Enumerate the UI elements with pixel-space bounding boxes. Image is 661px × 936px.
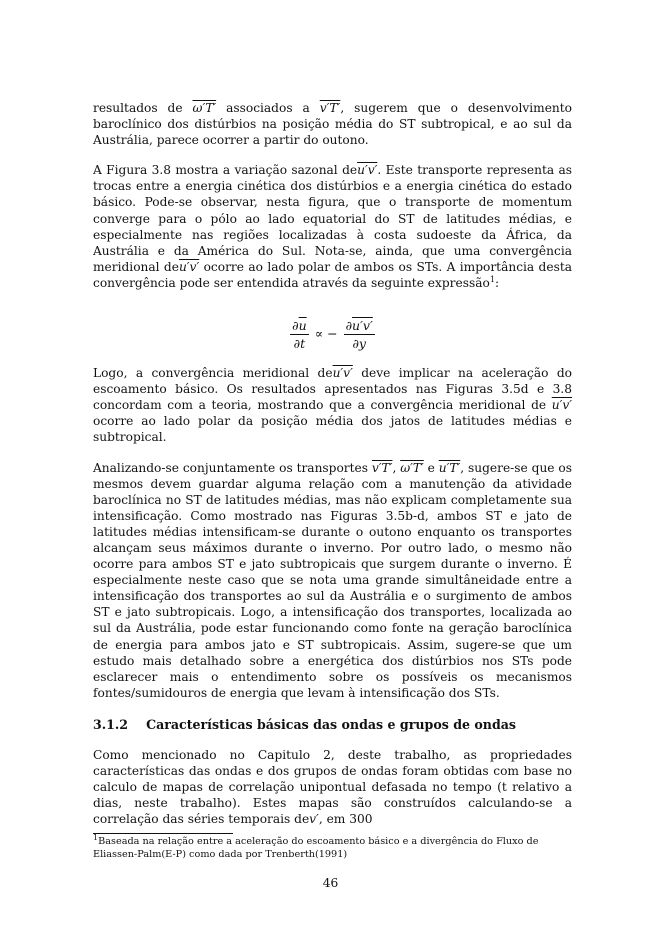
paragraph-1: resultados de ω′T′ associados a v′T′, sugerem que o desenvolvimento baroclínico dos distúrbios na posição média do ST subtropical, e ao sul da Austrália, parece ocorrer a partir do outono. [93, 101, 572, 148]
equation-lhs [290, 318, 309, 351]
math-omega-t: ω′T′ [192, 101, 217, 115]
page-body [93, 100, 572, 861]
section-title: Características básicas das ondas e grupos de ondas [146, 716, 517, 732]
math-u-t: u′T′ [438, 460, 461, 475]
equation-minus: − [327, 326, 338, 341]
math-v-t: v′T′ [371, 460, 393, 475]
footnote-rule [93, 833, 233, 834]
paragraph-2: A Figura 3.8 mostra a variação sazonal deu′v′. Este transporte representa as trocas entre a energia cinética dos distúrbios e a energia cinética do estado básico. Pode-se observar, nesta figura, que o transporte de momentum converge para o pólo ao lado equatorial do ST de latitudes médias, e especialmente nas regiões localizadas à costa sudoeste da África, da Austrália e da América do Sul. Nota-se, ainda, que uma convergência meridional deu′v′ ocorre ao lado polar de ambos os STs. A importância desta convergência pode ser entendida através da seguinte expressão$^1$: [93, 163, 572, 290]
equation-rhs-denominator: ∂y [352, 336, 366, 351]
footnote-mark: 1 [93, 833, 99, 843]
page-number: 46 [322, 876, 339, 890]
section-heading [93, 717, 572, 733]
equation-rhs [344, 318, 375, 351]
equation-lhs-denominator: ∂t [293, 336, 306, 351]
math-u-v: u′v′ [357, 163, 378, 178]
math-v-t: v′T′ [319, 101, 341, 115]
paragraph-5: Como mencionado no Capitulo 2, deste trabalho, as propriedades características das ondas e dos grupos de ondas foram obtidas com base no calculo de mapas de correlação unipontual defasada no tempo (t relativo a dias, neste trabalho). Estes mapas são construídos calculando-se a correlação das séries temporais dev′, em 300 [93, 747, 572, 827]
paragraph-3: Logo, a convergência meridional deu′v′ deve implicar na aceleração do escoamento básico. Os resultados apresentados nas Figuras 3.5d e 3.8 concordam com a teoria, mostrando que a convergência meridional de u′v′ ocorre ao lado polar da posição média dos jatos de latitudes médias e subtropical. [93, 366, 572, 445]
math-u-v: u′v′ [332, 366, 353, 381]
math-u-v: u′v′ [178, 259, 200, 274]
equation-relation: ∝ [314, 326, 324, 341]
paragraph-4: Analizando-se conjuntamente os transportes v′T′, ω′T′ e u′T′, sugere-se que os mesmos devem guardar alguma relação com a manutenção da atividade baroclínica no ST de latitudes médias, mas não explicam completamente sua intensificação. Como mostrado nas Figuras 3.5b-d, ambos ST e jato de latitudes médias intensificam-se durante o outono enquanto os transportes alcançam seus máximos durante o inverno. Por outro lado, o mesmo não ocorre para ambos ST e jato subtropicais que surgem durante o inverno. É especialmente neste caso que se nota uma grande simultâneidade entre a intensificação dos transportes ao sul da Austrália e o surgimento de ambos ST e jato subtropicais. Logo, a intensificação dos transportes, localizada ao sul da Austrália, pode estar funcionando como fonte na geração baroclínica de energia para ambos jato e ST subtropicais. Assim, sugere-se que um estudo mais detalhado sobre a energética dos distúrbios nos STs pode esclarecer mais o entendimento sobre os possíveis os mecanismos fontes/sumidouros de energia que levam à intensificação dos STs. [93, 460, 572, 700]
equation-rhs-numerator: ∂u′v′ [345, 318, 373, 333]
equation [93, 318, 572, 358]
math-omega-t: ω′T′ [400, 460, 424, 475]
math-v-prime: v′ [309, 812, 319, 827]
footnote-marker: 1 [489, 274, 495, 284]
equation-lhs-numerator: $\partial\overline{u}$ [292, 318, 307, 333]
math-u-v: u′v′ [551, 398, 572, 413]
footnote: $^1$Baseada na relação entre a aceleração do escoamento básico e a divergência do Fluxo de Eliassen-Palm(E-P) como dada por Trenberth(1991) [93, 833, 539, 860]
section-number: 3.1.2 [93, 716, 129, 732]
